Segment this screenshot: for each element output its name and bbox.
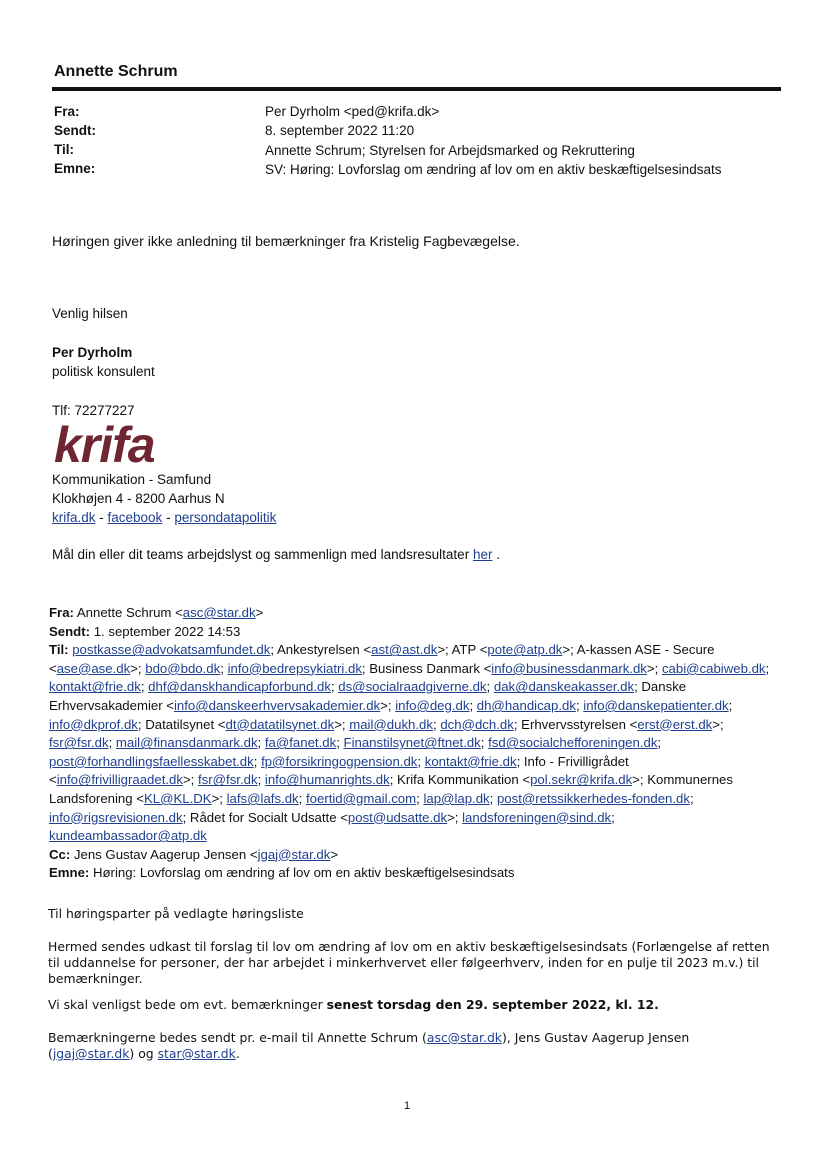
recipient-text: ; (486, 679, 494, 695)
page-number: 1 (404, 1100, 411, 1112)
recipient-text: ; (108, 735, 116, 751)
recipient-email-link[interactable]: info@businessdanmark.dk (491, 660, 647, 676)
recipient-text: ; Info - Frivilligrådet < (49, 753, 629, 788)
recipient-email-link[interactable]: lafs@lafs.dk (226, 790, 299, 806)
recipient-text: ; (728, 697, 733, 713)
org-line: Kommunikation - Samfund (52, 472, 212, 487)
recipient-text: ; (765, 660, 770, 676)
survey-link[interactable]: her (472, 547, 493, 562)
recipient-email-link[interactable]: info@deg.dk (395, 697, 470, 713)
sent-value: 8. september 2022 11:20 (265, 123, 415, 138)
recipient-text: >; (130, 660, 146, 676)
recipient-text: ; Datatilsynet < (137, 716, 226, 732)
address-line: Klokhøjen 4 - 8200 Aarhus N (52, 491, 225, 506)
recipient-text: ; Ankestyrelsen < (270, 642, 372, 658)
forwarded-recipients: Til: postkasse@advokatsamfundet.dk; Ankestyrelsen <ast@ast.dk>; ATP <pote@atp.dk>; A-kassen ASE - Secure <ase@ase.dk>; bdo@bdo.dk; info@bedrepsykiatri.dk; Business Danmark <info@businessdanmark.dk>; cabi@cabiweb.dk; kontakt@frie.dk; dhf@danskhandicapforbund.dk; ds@socialraadgiverne.dk; dak@danskeakasser.dk; Danske Erhvervsakademier <info@danskeerhvervsakademier.dk>; info@deg.dk; dh@handicap.dk; info@danskepatienter.dk; info@dkprof.dk; Datatilsynet <dt@datatilsynet.dk>; mail@dukh.dk; dch@dch.dk; Erhvervsstyrelsen <erst@erst.dk>; fsr@fsr.dk; mail@finansdanmark.dk; fa@fanet.dk; Finanstilsynet@ftnet.dk; fsd@socialchefforeningen.dk; post@forhandlingsfaellesskabet.dk; fp@forsikringogpension.dk; kontakt@frie.dk; Info - Frivilligrådet <info@frivilligraadet.dk>; fsr@fsr.dk; info@humanrights.dk; Krifa Kommunikation <pol.sekr@krifa.dk>; Kommunernes Landsforening <KL@KL.DK>; lafs@lafs.dk; foertid@gmail.com; lap@lap.dk; post@retssikkerhedes-fonden.dk; info@rigsrevisionen.dk; Rådet for Socialt Udsatte <post@udsatte.dk>; landsforeningen@sind.dk; kundeambassador@atp.dk (49, 642, 770, 844)
recipient-email-link[interactable]: ds@socialraadgiverne.dk (338, 679, 487, 695)
recipient-email-link[interactable]: dak@danskeakasser.dk (493, 679, 635, 695)
recipient-list (49, 642, 769, 843)
recipient-email-link[interactable]: ast@ast.dk (371, 642, 438, 658)
survey-end: . (492, 547, 500, 562)
recipient-email-link[interactable]: fsr@fsr.dk (198, 772, 258, 788)
survey-line (52, 547, 772, 562)
recipient-text: >; ATP < (437, 642, 488, 658)
forwarded-cc: Cc: Jens Gustav Aagerup Jensen <jgaj@star.dk> (49, 846, 339, 862)
recipient-text: ; (480, 735, 489, 751)
recipient-text: ; (417, 753, 425, 769)
recipient-text: ; (432, 716, 441, 732)
reply-body: Høringen giver ikke anledning til bemærkninger fra Kristelig Fagbevægelse. (52, 233, 520, 249)
recipient-email-link[interactable]: Finanstilsynet@ftnet.dk (343, 735, 481, 751)
to-label: Til: (54, 142, 74, 157)
header-divider (52, 87, 781, 91)
recipient-text: ; Erhvervsstyrelsen < (513, 716, 638, 732)
recipient-email-link[interactable]: dh@handicap.dk (476, 697, 576, 713)
letter-paragraph-2: Vi skal venligst bede om evt. bemærkninger senest torsdag den 29. september 2022, kl. 12. (48, 997, 659, 1012)
recipient-email-link[interactable]: post@forhandlingsfaellesskabet.dk (49, 753, 254, 769)
forwarded-from-email[interactable]: asc@star.dk (182, 605, 256, 620)
recipient-text: ; (253, 753, 262, 769)
krifa-logo-text: krifa (54, 423, 155, 467)
recipient-email-link[interactable]: dt@datatilsynet.dk (225, 716, 335, 732)
from-label: Fra: (54, 104, 80, 119)
recipient-email-link[interactable]: info@rigsrevisionen.dk (49, 809, 183, 825)
recipient-email-link[interactable]: cabi@cabiweb.dk (661, 660, 766, 676)
recipient-text: ; (575, 697, 584, 713)
jgaj-email-link[interactable]: jgaj@star.dk (52, 1046, 130, 1061)
recipient-email-link[interactable]: KL@KL.DK (143, 790, 212, 806)
recipient-email-link[interactable]: landsforeningen@sind.dk (462, 809, 612, 825)
recipient-email-link[interactable]: kundeambassador@atp.dk (49, 828, 207, 844)
krifa-logo (52, 423, 204, 467)
recipient-email-link[interactable]: pote@atp.dk (487, 642, 563, 658)
recipient-email-link[interactable]: fsr@fsr.dk (49, 735, 109, 751)
recipient-text: ; (489, 790, 497, 806)
sent-label: Sendt: (54, 123, 96, 138)
subject-label: Emne: (54, 161, 96, 176)
recipient-text: >; A-kassen ASE - Secure < (49, 642, 715, 676)
recipient-text: >; (211, 790, 227, 806)
recipient-email-link[interactable]: mail@finansdanmark.dk (115, 735, 258, 751)
greeting: Venlig hilsen (52, 306, 128, 321)
recipient-text: ; (220, 660, 228, 676)
recipient-email-link[interactable]: bdo@bdo.dk (145, 660, 221, 676)
recipient-text: ; Krifa Kommunikation < (389, 772, 531, 788)
survey-text: Mål din eller dit teams arbejdslyst og sammenlign med landsresultater (52, 547, 470, 562)
link-separator: - (95, 510, 108, 525)
recipient-text: >; Kommunernes Landsforening < (49, 772, 733, 806)
recipient-email-link[interactable]: info@dkprof.dk (49, 716, 138, 732)
recipient-text: >; (712, 716, 724, 732)
recipient-email-link[interactable]: kontakt@frie.dk (49, 679, 141, 695)
recipient-text: ; (689, 790, 694, 806)
recipient-email-link[interactable]: fp@forsikringogpension.dk (261, 753, 418, 769)
recipient-text: ; Business Danmark < (361, 660, 492, 676)
recipient-text: ; (336, 735, 344, 751)
recipient-email-link[interactable]: fsd@socialchefforeningen.dk (488, 735, 658, 751)
recipient-email-link[interactable]: info@bedrepsykiatri.dk (227, 660, 362, 676)
forwarded-from: Fra: Annette Schrum <asc@star.dk> (49, 605, 264, 620)
facebook-link[interactable]: facebook (107, 510, 163, 525)
forwarded-subject: Emne: Høring: Lovforslag om ændring af lov om en aktiv beskæftigelsesindsats (49, 865, 515, 881)
recipient-email-link[interactable]: info@danskeerhvervsakademier.dk (173, 697, 381, 713)
recipient-text: ; (298, 790, 306, 806)
recipient-email-link[interactable]: pol.sekr@krifa.dk (530, 772, 633, 788)
recipient-email-link[interactable]: fa@fanet.dk (264, 735, 337, 751)
recipient-email-link[interactable]: lap@lap.dk (423, 790, 490, 806)
recipient-email-link[interactable]: info@danskepatienter.dk (583, 697, 729, 713)
footer-links (52, 510, 772, 525)
phone-number: Tlf: 72277227 (52, 403, 135, 418)
recipient-text: >; (182, 772, 199, 788)
to-value: Annette Schrum; Styrelsen for Arbejdsmarked og Rekruttering (265, 143, 635, 158)
recipient-text: ; (257, 735, 265, 751)
recipient-email-link[interactable]: kontakt@frie.dk (424, 753, 517, 769)
recipient-text: >; (380, 697, 396, 713)
forwarded-sent: Sendt: 1. september 2022 14:53 (49, 623, 241, 639)
subject-value: SV: Høring: Lovforslag om ændring af lov om en aktiv beskæftigelsesindsats (265, 162, 722, 177)
recipient-text: ; (469, 697, 477, 713)
recipient-email-link[interactable]: mail@dukh.dk (349, 716, 433, 732)
recipient-email-link[interactable]: info@humanrights.dk (264, 772, 390, 788)
signature-name: Per Dyrholm (52, 345, 133, 360)
recipient-email-link[interactable]: post@udsatte.dk (347, 809, 448, 825)
recipient-text: ; (657, 735, 662, 751)
recipient-text: >; (334, 716, 350, 732)
recipient-text: >; (646, 660, 662, 676)
recipient-text: ; Rådet for Socialt Udsatte < (182, 809, 348, 825)
recipient-text: ; (140, 679, 149, 695)
krifa-site-link[interactable]: krifa.dk (52, 510, 96, 525)
recipient-text: ; Danske Erhvervsakademier < (49, 679, 687, 713)
star-email-link[interactable]: star@star.dk (157, 1046, 236, 1061)
recipient-email-link[interactable]: foertid@gmail.com (305, 790, 417, 806)
recipient-email-link[interactable]: dhf@danskhandicapforbund.dk (148, 679, 331, 695)
recipient-email-link[interactable]: postkasse@advokatsamfundet.dk (72, 642, 271, 658)
recipient-text: ; (257, 772, 265, 788)
letter-paragraph-1: Hermed sendes udkast til forslag til lov om ændring af lov om en aktiv beskæftigelsesindsats (Forlængelse af retten til uddannelse for personer, der har arbejdet i minkerhvervet eller følgeerhverv, inden for en pulje til 2023 m.v.) til bemærkninger. (48, 939, 770, 986)
cc-email-link[interactable]: jgaj@star.dk (257, 846, 331, 862)
letter-paragraph-3: Bemærkningerne bedes sendt pr. e-mail til Annette Schrum (asc@star.dk), Jens Gustav Aagerup Jensen (jgaj@star.dk) og star@star.dk. (48, 1030, 690, 1061)
recipient-email-link[interactable]: post@retssikkerhedes-fonden.dk (496, 790, 690, 806)
asc-email-link[interactable]: asc@star.dk (426, 1030, 502, 1045)
recipient-email-link[interactable]: info@frivilligraadet.dk (56, 772, 183, 788)
recipient-text: ; (416, 790, 424, 806)
privacy-policy-link[interactable]: persondatapolitik (174, 510, 277, 525)
deadline-text: senest torsdag den 29. september 2022, kl. 12. (326, 997, 659, 1012)
recipient-text: >; (447, 809, 463, 825)
letter-intro: Til høringsparter på vedlagte høringsliste (48, 906, 304, 921)
recipient-text: ; (611, 809, 615, 825)
recipient-text: ; (330, 679, 339, 695)
recipient-email-link[interactable]: ase@ase.dk (56, 660, 131, 676)
signature-title: politisk konsulent (52, 364, 155, 379)
recipient-email-link[interactable]: erst@erst.dk (637, 716, 713, 732)
recipient-email-link[interactable]: dch@dch.dk (440, 716, 514, 732)
forwarded-header (49, 604, 771, 883)
link-separator: - (162, 510, 175, 525)
sender-name: Annette Schrum (54, 63, 178, 80)
from-value: Per Dyrholm <ped@krifa.dk> (265, 104, 440, 119)
